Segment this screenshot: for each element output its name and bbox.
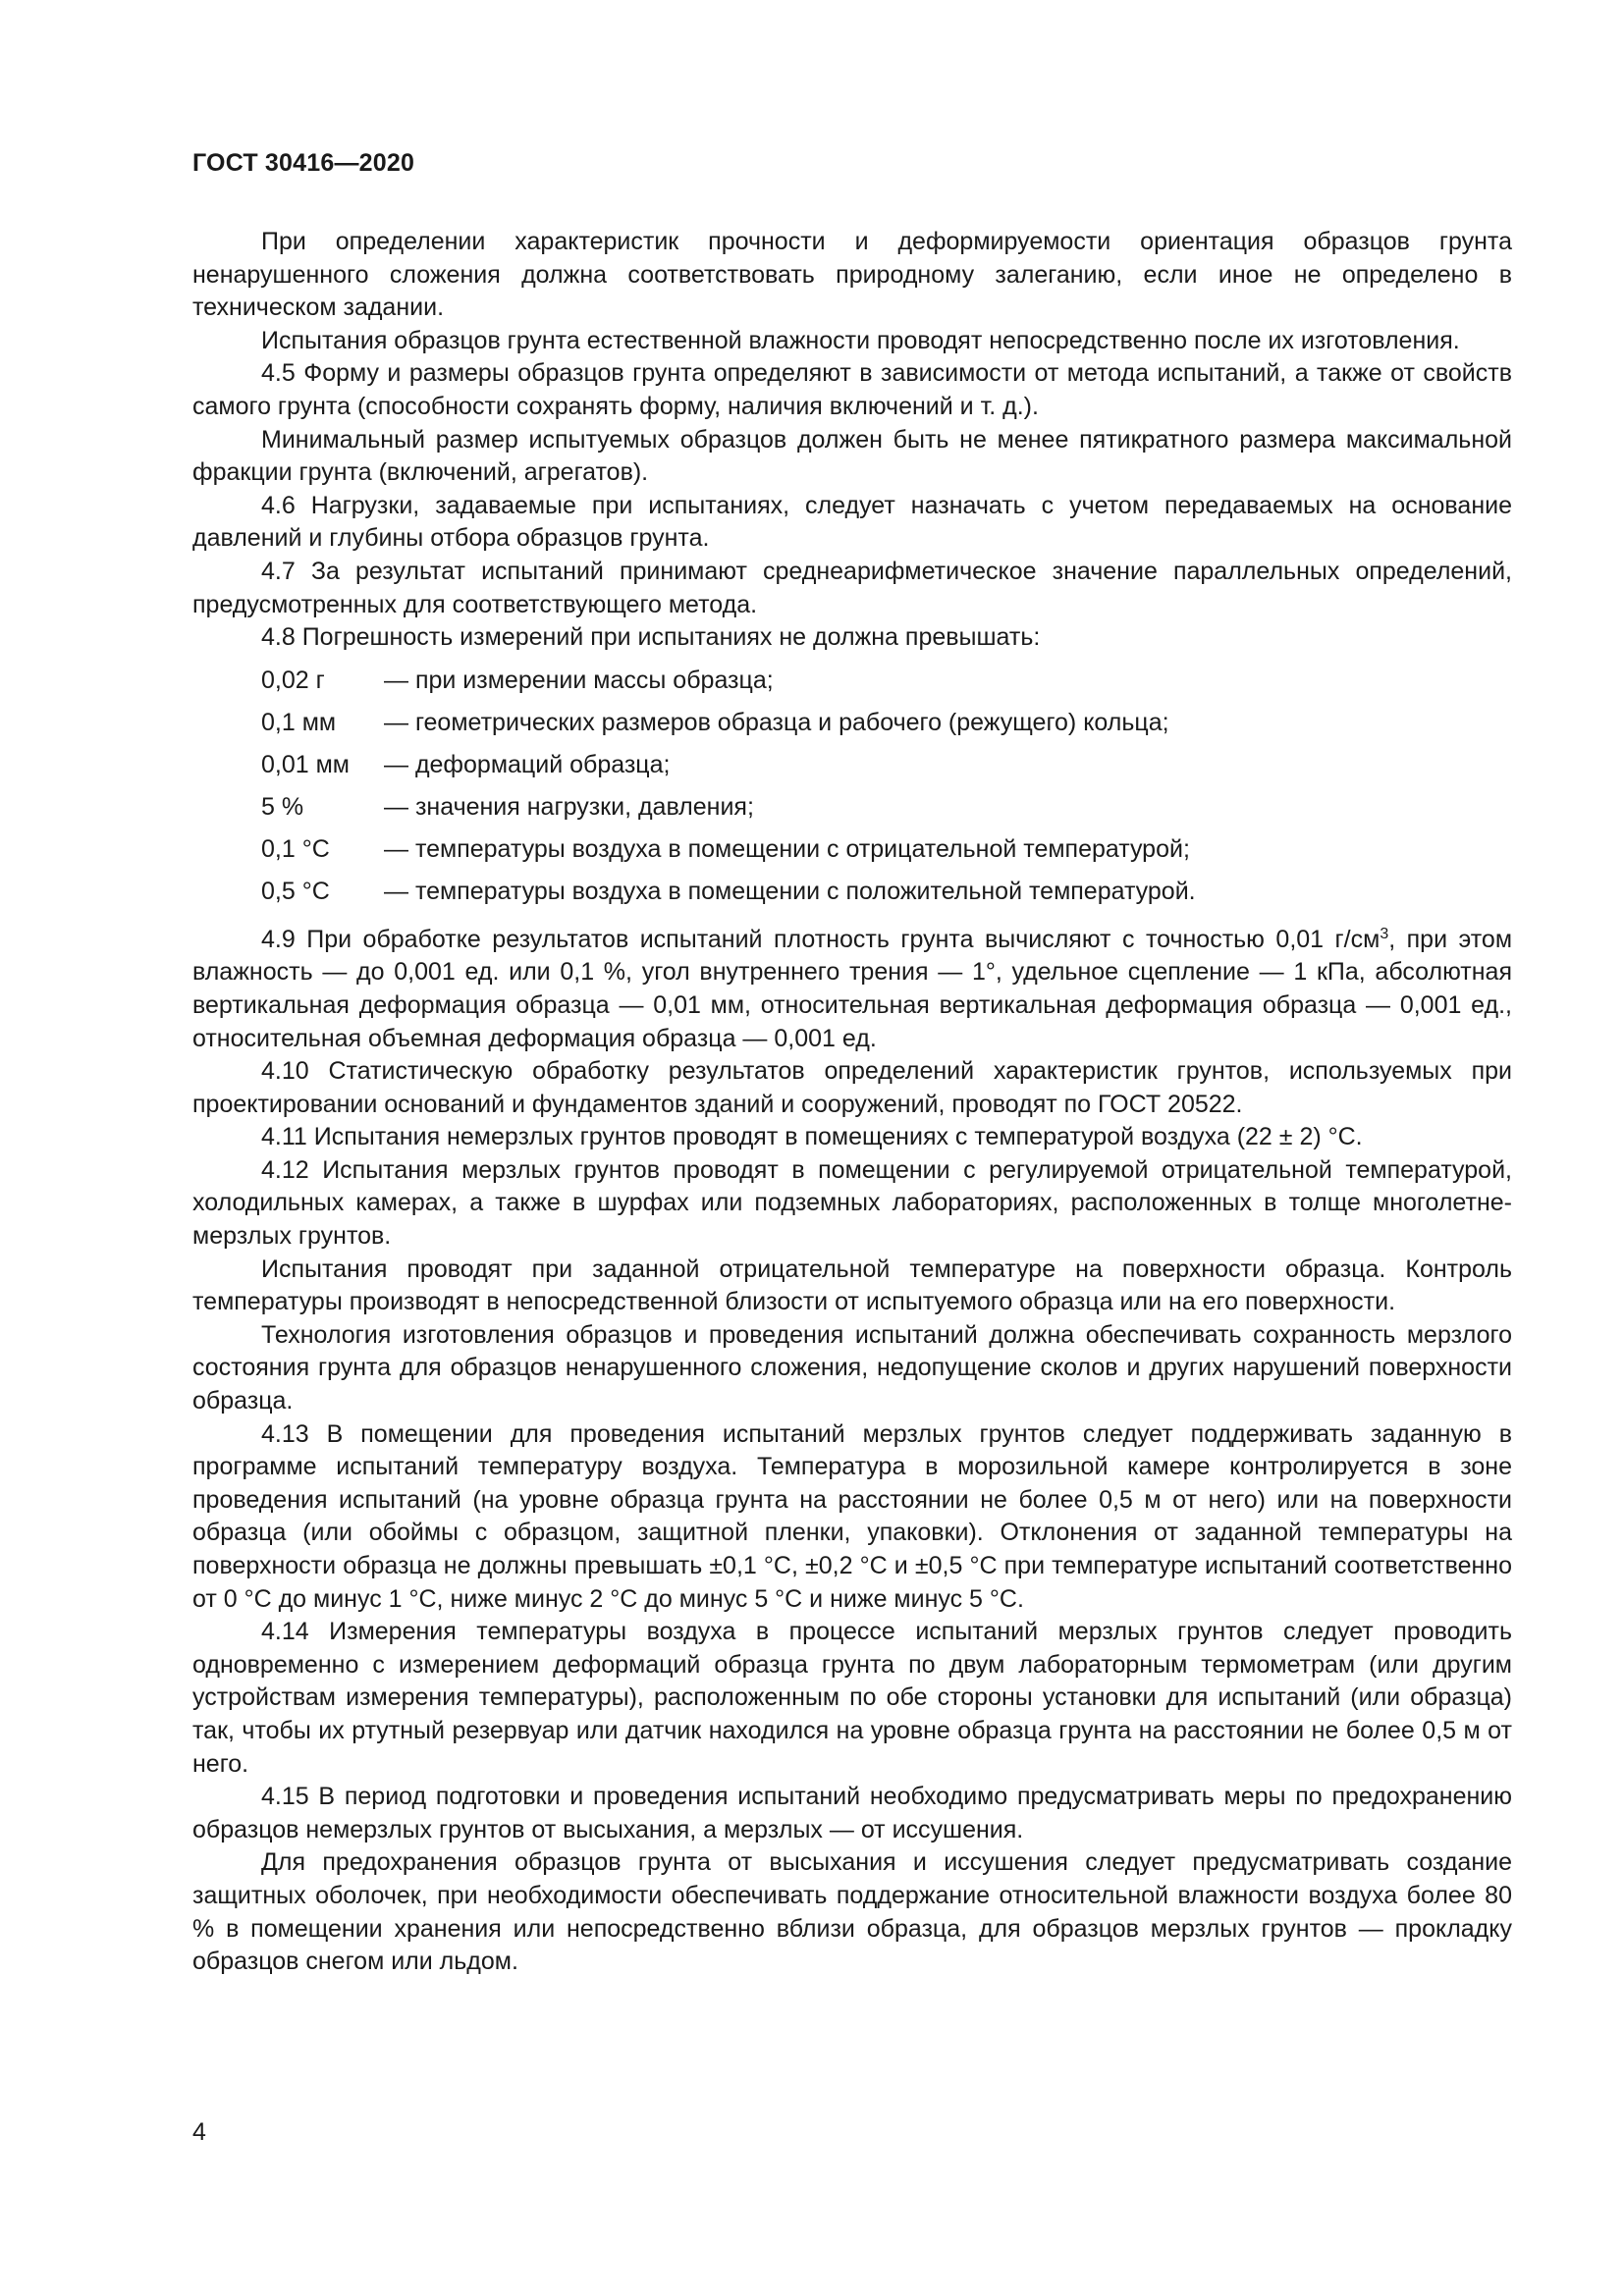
paragraph-4-11: 4.11 Испытания немерзлых грунтов проводят в помещениях с температурой воздуха (22 ± 2) °С. — [261, 1123, 1363, 1151]
tolerance-row — [192, 833, 1512, 876]
paragraph-4-15: 4.15 В период подготовки и проведения испытаний необходимо предусматривать меры по предохранению образцов немерзлых грунтов от высыхания, а мерзлых — от иссушения. — [192, 1783, 1512, 1843]
tolerance-value: 5 % — [261, 792, 304, 821]
tolerance-row — [192, 749, 1512, 791]
paragraph: Технология изготовления образцов и проведения испытаний должна обеспечивать сохранность мерзлого состояния грунта для образцов ненарушенного сложения, недопущение сколов и других нарушений поверхности образца. — [192, 1320, 1512, 1415]
paragraph-4-10: 4.10 Статистическую обработку результатов определений характеристик грунтов, используемых при проектировании оснований и фундаментов зданий и сооружений, проводят по ГОСТ 20522. — [192, 1057, 1512, 1118]
tolerance-value: 0,02 г — [261, 666, 325, 694]
paragraph: Минимальный размер испытуемых образцов должен быть не менее пятикратного размера максимальной фракции грунта (включений, агрегатов). — [192, 425, 1512, 487]
paragraph-4-8: 4.8 Погрешность измерений при испытаниях не должна превышать: — [261, 623, 1041, 652]
tolerance-description: — при измерении массы образца; — [384, 666, 774, 694]
paragraph-4-7: 4.7 За результат испытаний принимают среднеарифметическое значение параллельных определений, предусмотренных для соответствующего метода. — [192, 557, 1512, 618]
tolerance-description: — температуры воздуха в помещении с положительной температурой. — [384, 877, 1196, 905]
paragraph-4-12: 4.12 Испытания мерзлых грунтов проводят в помещении с регулируемой отрицательной температурой, холодильных камерах, а также в шурфах или подземных лабораториях, расположенных в толще многолетне-мерзлых грунтов. — [192, 1155, 1512, 1251]
tolerance-description: — геометрических размеров образца и рабочего (режущего) кольца; — [384, 708, 1169, 736]
tolerance-description: — деформаций образца; — [384, 750, 671, 778]
tolerance-value: 0,01 мм — [261, 750, 350, 778]
paragraph: Испытания проводят при заданной отрицательной температуре на поверхности образца. Контроль температуры производят в непосредственной близости от испытуемого образца или на его поверхности. — [192, 1255, 1512, 1316]
tolerance-value: 0,1 мм — [261, 708, 337, 736]
tolerance-description: — значения нагрузки, давления; — [384, 792, 754, 821]
paragraph: Испытания образцов грунта естественной влажности проводят непосредственно после их изготовления. — [261, 326, 1460, 354]
paragraph: При определении характеристик прочности и деформируемости ориентация образцов грунта ненарушенного сложения должна соответствовать природному залеганию, если иное не определено в техническом задании. — [192, 228, 1512, 322]
document-header: ГОСТ 30416—2020 — [192, 149, 415, 177]
document-body — [192, 226, 1512, 1979]
paragraph-4-5: 4.5 Форму и размеры образцов грунта определяют в зависимости от метода испытаний, а также от свойств самого грунта (способности сохранять форму, наличия включений и т. д.). — [192, 359, 1512, 420]
paragraph-4-13: 4.13 В помещении для проведения испытаний мерзлых грунтов следует поддерживать заданную в программе испытаний температуру воздуха. Температура в морозильной камере контролируется в зоне проведения испытаний (на уровне образца грунта на расстоянии не более 0,5 м от него) или на поверхности образца (или обоймы с образцом, защитной пленки, упаковки). Отклонения от заданной температуры на поверхности образца не должны превышать ±0,1 °С, ±0,2 °С и ±0,5 °С при температуре испытаний соответственно от 0 °С до минус 1 °С, ниже минус 2 °С до минус 5 °С и ниже минус 5 °С. — [192, 1419, 1512, 1613]
superscript-3: 3 — [1380, 925, 1389, 942]
tolerance-row — [192, 876, 1512, 918]
tolerance-description: — температуры воздуха в помещении с отрицательной температурой; — [384, 834, 1190, 863]
tolerance-row — [192, 665, 1512, 707]
paragraph-4-9-start: 4.9 При обработке результатов испытаний плотность грунта вычисляют с точностью 0,01 г/см — [261, 925, 1380, 953]
paragraph-4-14: 4.14 Измерения температуры воздуха в процессе испытаний мерзлых грунтов следует проводить одновременно с измерением деформаций образца грунта по двум лабораторным термометрам (или другим устройствам измерения температуры), расположенным по обе стороны установки для испытаний (или образца) так, чтобы их ртутный резервуар или датчик находился на уровне образца грунта на расстоянии не более 0,5 м от него. — [192, 1618, 1512, 1778]
paragraph-4-9 — [192, 924, 1512, 1055]
paragraph-4-6: 4.6 Нагрузки, задаваемые при испытаниях, следует назначать с учетом передаваемых на основание давлений и глубины отбора образцов грунта. — [192, 491, 1512, 553]
paragraph-4-9-rest: , при этом влажность — до 0,001 ед. или 0,1 %, угол внутреннего трения — 1°, удельное сцепление — 1 кПа, абсолютная вертикальная деформация образца — 0,01 мм, относительная вертикальная деформация образца — 0,001 ед., относительная объемная деформация образца — 0,001 ед. — [192, 925, 1513, 1052]
tolerance-list — [192, 665, 1512, 918]
page-number: 4 — [192, 2118, 206, 2146]
tolerance-row — [192, 791, 1512, 833]
tolerance-value: 0,1 °С — [261, 834, 330, 863]
tolerance-row — [192, 707, 1512, 749]
paragraph: Для предохранения образцов грунта от высыхания и иссушения следует предусматривать создание защитных оболочек, при необходимости обеспечивать поддержание относительной влажности воздуха более 80 % в помещении хранения или непосредственно вблизи образца, для образцов мерзлых грунтов — прокладку образцов снегом или льдом. — [192, 1848, 1512, 1976]
tolerance-value: 0,5 °С — [261, 877, 330, 905]
